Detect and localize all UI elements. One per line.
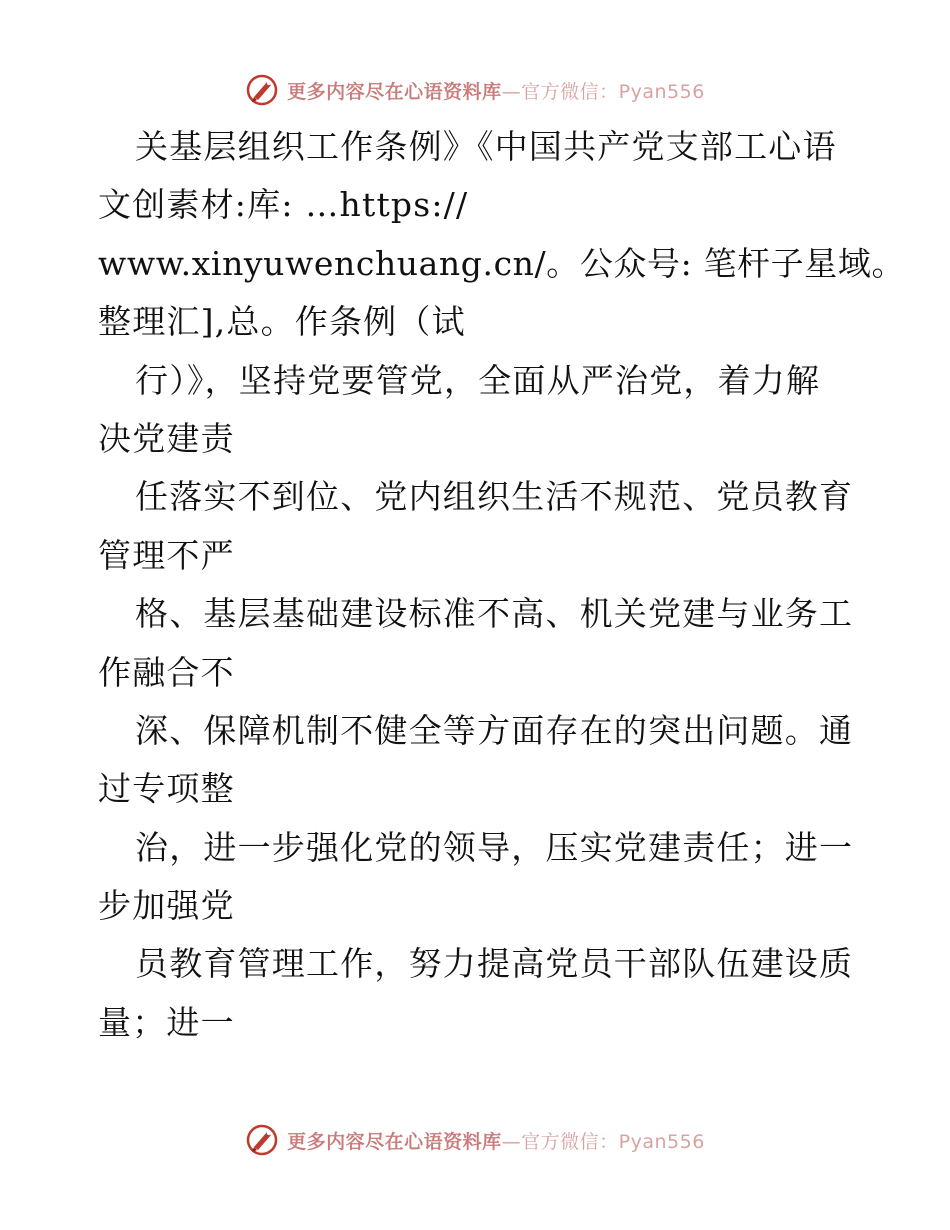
body-line: 员教育管理工作，努力提高党员干部队伍建设质 [135, 944, 854, 984]
document-body [98, 118, 906, 1052]
body-line: 行）》，坚持党要管党，全面从严治党，着力解 [135, 360, 821, 400]
body-line: 作融合不 [98, 652, 235, 692]
body-line: 管理不严 [98, 535, 235, 575]
banner-wechat-text: —官方微信：Pyan556 [501, 1130, 705, 1153]
body-line: 整理汇],总。作条例（试 [98, 302, 466, 342]
body-line: 过专项整 [98, 769, 235, 809]
pen-logo-icon [245, 1123, 279, 1157]
body-line: 格、基层基础建设标准不高、机关党建与业务工 [135, 594, 854, 634]
banner-main-text: 更多内容尽在心语资料库 [287, 80, 502, 103]
body-line: 量；进一 [98, 1002, 235, 1042]
body-line: 关基层组织工作条例》《中国共产党支部工心语 [135, 127, 837, 166]
banner-main-text: 更多内容尽在心语资料库 [287, 1130, 502, 1153]
body-line: 深、保障机制不健全等方面存在的突出问题。通 [135, 710, 854, 750]
body-line: www.xinyuwenchuang.cn/。公众号: 笔杆子星域。 [98, 243, 906, 283]
body-line: 决党建责 [98, 418, 235, 458]
body-line: 文创素材:库: …https:// [98, 185, 469, 225]
header-banner [0, 70, 950, 110]
body-line: 治，进一步强化党的领导，压实党建责任；进一 [135, 827, 854, 867]
body-line: 任落实不到位、党内组织生活不规范、党员教育 [135, 477, 854, 517]
footer-banner [0, 1120, 950, 1160]
pen-logo-icon [245, 73, 279, 107]
banner-wechat-text: —官方微信：Pyan556 [501, 80, 705, 103]
body-line: 步加强党 [98, 886, 235, 926]
